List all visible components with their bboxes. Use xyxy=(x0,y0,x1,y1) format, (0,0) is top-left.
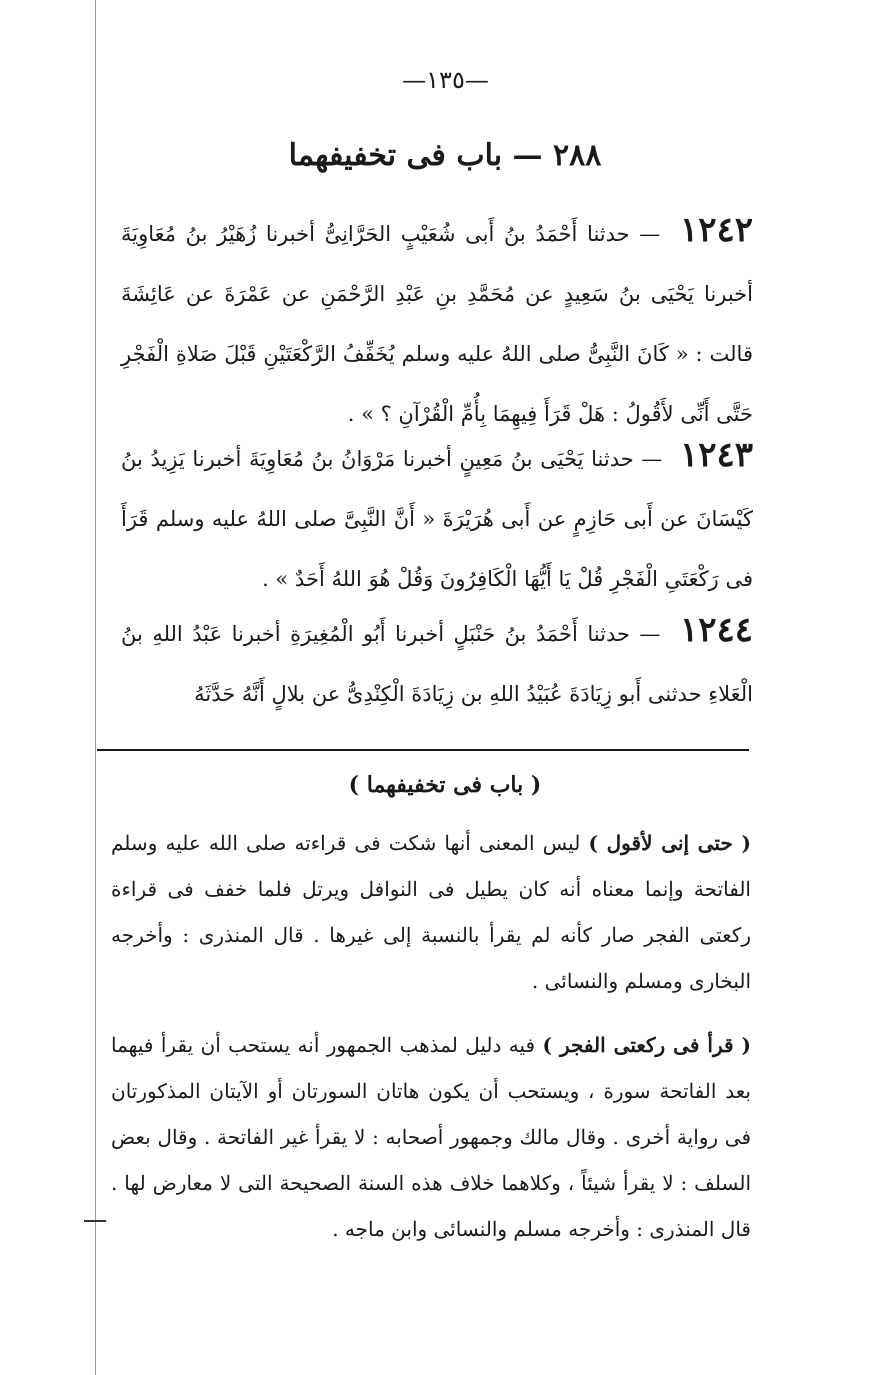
margin-rule xyxy=(95,0,96,1375)
commentary-key-phrase: ( حتى إنى لأقول ) xyxy=(588,831,752,855)
footnote-divider xyxy=(97,749,749,751)
margin-tick-mark xyxy=(84,1220,106,1222)
hadith-1244 xyxy=(121,600,753,724)
commentary-title: ( باب فى تخفيفهما ) xyxy=(348,772,542,798)
page-number: —١٣٥— xyxy=(402,66,489,94)
commentary-text: ليس المعنى أنها شكت فى قراءته صلى الله عليه وسلم الفاتحة وإنما معناه أنه كان يطيل فى النوافل ويرتل فلما خفف فى قراءة ركعتى الفجر صار كأنه لم يقرأ بالنسبة إلى غيرها . قال المنذرى : وأخرجه البخارى ومسلم والنسائى . xyxy=(111,831,751,993)
commentary-paragraph xyxy=(111,820,751,1004)
hadith-text: — حدثنا يَحْيَى بنُ مَعِينٍ أخبرنا مَرْوَانُ بنُ مُعَاوِيَةَ أخبرنا يَزِيدُ بنُ كَيْسَانَ عن أَبى حَازِمٍ عن أَبى هُرَيْرَةَ « أَنَّ النَّبِىَّ صلى اللهُ عليه وسلم قَرَأَ فى رَكْعَتَىِ الْفَجْرِ قُلْ يَا أَيُّهَا الْكَافِرُونَ وَقُلْ هُوَ اللهُ أَحَدٌ » . xyxy=(121,447,753,591)
commentary-paragraph xyxy=(111,1022,751,1252)
chapter-title: ٢٨٨ — باب فى تخفيفهما xyxy=(288,138,602,173)
hadith-1242 xyxy=(121,200,753,444)
commentary-text: فيه دليل لمذهب الجمهور أنه يستحب أن يقرأ فيهما بعد الفاتحة سورة ، ويستحب أن يكون هاتان السورتان أو الآيتان المذكورتان فى رواية أخرى . وقال مالك وجمهور أصحابه : لا يقرأ غير الفاتحة . وقال بعض السلف : لا يقرأ شيئاً ، وكلاهما خلاف هذه السنة الصحيحة التى لا معارض لها . قال المنذرى : وأخرجه مسلم والنسائى وابن ماجه . xyxy=(111,1033,751,1241)
hadith-number: ١٢٤٤ xyxy=(679,610,753,650)
hadith-text: — حدثنا أَحْمَدُ بنُ أَبى شُعَيْبٍ الحَرَّانِىُّ أخبرنا زُهَيْرُ بنُ مُعَاوِيَةَ أخبرنا يَحْيَى بنُ سَعِيدٍ عن مُحَمَّدِ بنِ عَبْدِ الرَّحْمَنِ عن عَمْرَةَ عن عَائِشَةَ قالت : « كَانَ النَّبِىُّ صلى اللهُ عليه وسلم يُخَفِّفُ الرَّكْعَتَيْنِ قَبْلَ صَلاةِ الْفَجْرِ حَتَّى أَنِّى لأَقُولُ : هَلْ قَرَأَ فِيهِمَا بِأُمِّ الْقُرْآنِ ؟ » . xyxy=(121,222,753,426)
hadith-text: — حدثنا أَحْمَدُ بنُ حَنْبَلٍ أخبرنا أَبُو الْمُغِيرَةِ أخبرنا عَبْدُ اللهِ بنُ الْعَلاءِ حدثنى أَبو زِيَادَةَ عُبَيْدُ اللهِ بن زِيَادَةَ الْكِنْدِىُّ عن بلالٍ أَنَّهُ حَدَّثَهُ xyxy=(121,622,753,706)
hadith-1243 xyxy=(121,425,753,609)
commentary-key-phrase: ( قرأ فى ركعتى الفجر ) xyxy=(542,1033,751,1057)
hadith-number: ١٢٤٢ xyxy=(679,210,753,250)
hadith-number: ١٢٤٣ xyxy=(679,435,753,475)
